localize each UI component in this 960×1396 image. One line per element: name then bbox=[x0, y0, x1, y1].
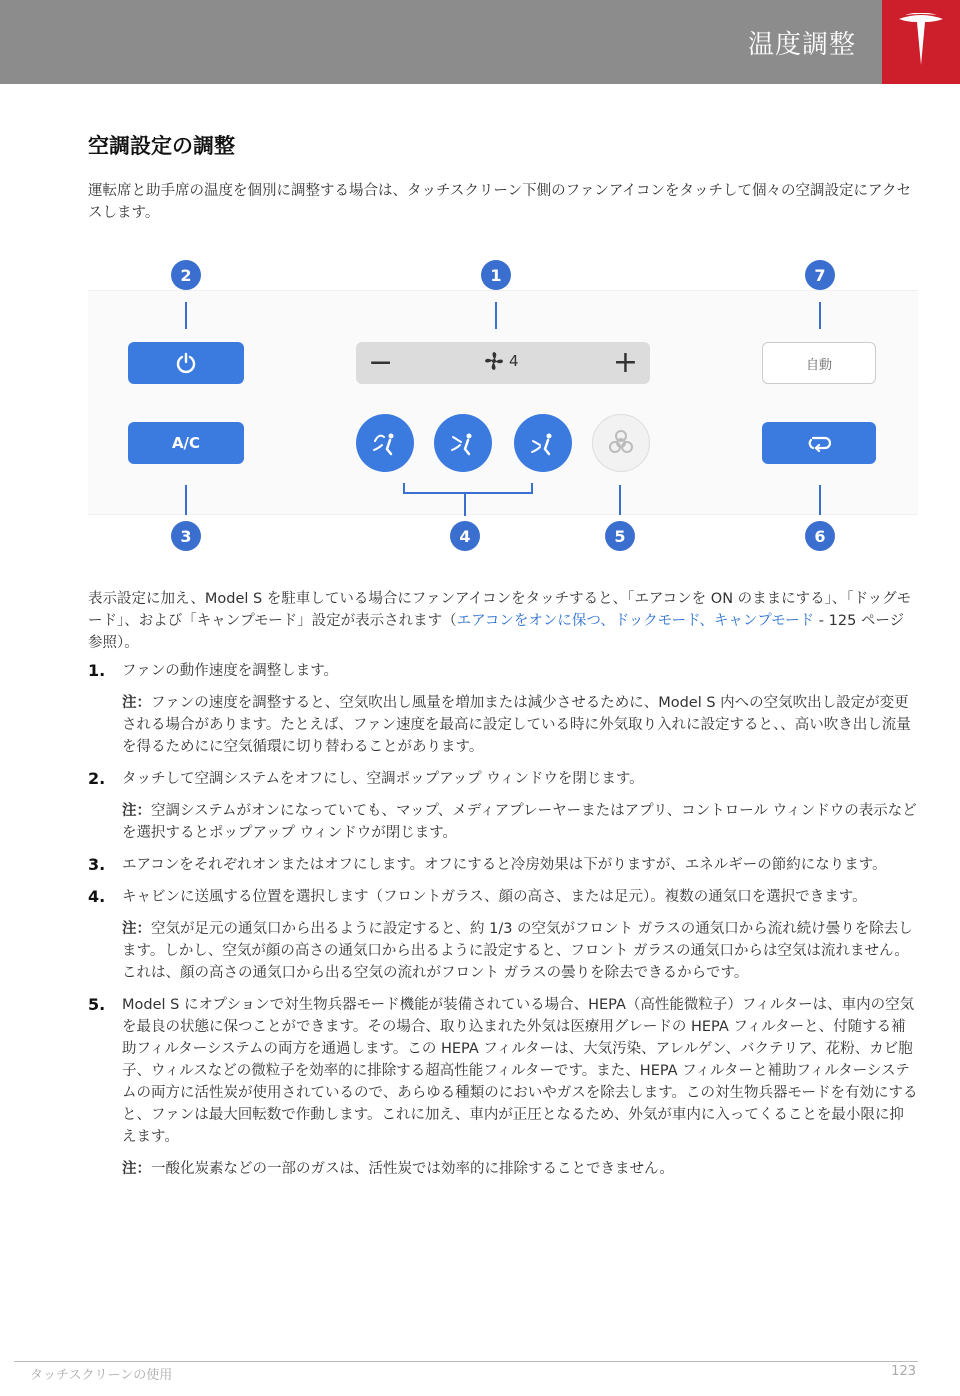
list-item bbox=[88, 886, 918, 908]
climate-controls-figure bbox=[88, 245, 918, 560]
callout-2: 2 bbox=[171, 260, 201, 290]
callout-5: 5 bbox=[605, 521, 635, 551]
list-item bbox=[88, 768, 918, 790]
bracket-line bbox=[403, 492, 533, 494]
note-text: ファンの速度を調整すると、空気吹出し風量を増加または減少させるために、Model S 内への空気吹出し設定が変更される場合があります。たとえば、ファン速度を最高に設定している時に外気取り入れに設定すると、、高い吹き出し流量を得るためにに空気循環に切り替わることがあります。 bbox=[122, 695, 911, 755]
fan-speed-display bbox=[484, 351, 519, 371]
note bbox=[88, 918, 918, 984]
callout-line bbox=[619, 485, 621, 515]
airflow-face-icon bbox=[448, 428, 478, 458]
callout-line bbox=[819, 302, 821, 329]
item-number: 3. bbox=[88, 855, 106, 874]
body-paragraph bbox=[88, 588, 918, 654]
list-item bbox=[88, 660, 918, 682]
note-text: 空調システムがオンになっていても、マップ、メディアプレーヤーまたはアプリ、コントロール ウィンドウの表示などを選択するとポップアップ ウィンドウが閉じます。 bbox=[122, 803, 917, 841]
note bbox=[88, 1158, 918, 1180]
section-title: 空調設定の調整 bbox=[88, 134, 235, 158]
intro-paragraph: 運転席と助手席の温度を個別に調整する場合は、タッチスクリーン下側のファンアイコンをタッチして個々の空調設定にアクセスします。 bbox=[88, 183, 912, 221]
climate-panel bbox=[88, 290, 918, 515]
note-text: 空気が足元の通気口から出るように設定すると、約 1/3 の空気がフロント ガラスの通気口から流れ続け曇りを除去します。しかし、空気が顔の高さの通気口から出るように設定すると、フロント ガラスの通気口からは空気は流れません。これは、顔の高さの通気口から出る空気の流れがフロント ガラスの曇りを除去できるからです。 bbox=[122, 921, 913, 981]
note-label: 注： bbox=[122, 803, 151, 819]
note-label: 注： bbox=[122, 695, 151, 711]
fan-increase-button[interactable]: + bbox=[612, 345, 638, 380]
callout-line bbox=[185, 302, 187, 329]
airflow-windshield-icon bbox=[370, 428, 400, 458]
camp-mode-link[interactable]: エアコンをオンに保つ、ドックモード、キャンプモード bbox=[456, 613, 815, 629]
note-text: 一酸化炭素などの一部のガスは、活性炭では効率的に排除することできません。 bbox=[151, 1161, 674, 1177]
list-item bbox=[88, 994, 918, 1148]
page-number: 123 bbox=[891, 1364, 916, 1379]
bioweapon-mode-button[interactable] bbox=[592, 414, 650, 472]
power-icon bbox=[175, 352, 197, 374]
airflow-feet-button[interactable] bbox=[514, 414, 572, 472]
callout-6: 6 bbox=[805, 521, 835, 551]
ac-button[interactable]: A/C bbox=[128, 422, 244, 464]
auto-button[interactable]: 自動 bbox=[762, 342, 876, 384]
fan-icon bbox=[484, 351, 504, 371]
note-label: 注： bbox=[122, 1161, 151, 1177]
numbered-list bbox=[88, 660, 918, 1190]
callout-line bbox=[819, 485, 821, 515]
item-number: 2. bbox=[88, 769, 106, 788]
note bbox=[88, 692, 918, 758]
tesla-logo-icon bbox=[882, 0, 960, 84]
callout-line bbox=[495, 302, 497, 329]
airflow-feet-icon bbox=[528, 428, 558, 458]
callout-4: 4 bbox=[450, 521, 480, 551]
item-text: キャビンに送風する位置を選択します（フロントガラス、顔の高さ、または足元）。複数の通気口を選択できます。 bbox=[122, 889, 867, 905]
recirculation-button[interactable] bbox=[762, 422, 876, 464]
note bbox=[88, 800, 918, 844]
airflow-windshield-button[interactable] bbox=[356, 414, 414, 472]
item-text: Model S にオプションで対生物兵器モード機能が装備されている場合、HEPA（高性能微粒子）フィルターは、車内の空気を最良の状態に保つことができます。その場合、取り込まれた外気は医療用グレードの HEPA フィルターと、付随する補助フィルターシステムの両方を通過します。この HEPA フィルターは、大気汚染、アレルゲン、バクテリア、花粉、カビ胞子、ウィルスなどの微粒子を効率的に排除する超高性能フィルターです。また、HEPA フィルターと補助フィルターシステムの両方に活性炭が使用されているので、あらゆる種類のにおいやガスを除去します。この対生物兵器モードを有効にすると、ファンは最大回転数で作動します。これに加え、車内が正圧となるため、外気が車内に入ってくることを最小限に抑えます。 bbox=[122, 997, 918, 1145]
fan-speed-value: 4 bbox=[509, 352, 519, 370]
callout-1: 1 bbox=[481, 260, 511, 290]
callout-line bbox=[185, 485, 187, 515]
item-text: エアコンをそれぞれオンまたはオフにします。オフにすると冷房効果は下がりますが、エネルギーの節約になります。 bbox=[122, 857, 887, 873]
callout-3: 3 bbox=[171, 521, 201, 551]
footer-divider bbox=[14, 1361, 918, 1362]
power-button[interactable] bbox=[128, 342, 244, 384]
fan-decrease-button[interactable]: − bbox=[368, 345, 394, 380]
item-number: 5. bbox=[88, 995, 106, 1014]
list-item bbox=[88, 854, 918, 876]
recirculate-icon bbox=[807, 434, 831, 452]
airflow-face-button[interactable] bbox=[434, 414, 492, 472]
item-number: 4. bbox=[88, 887, 106, 906]
note-label: 注： bbox=[122, 921, 151, 937]
biohazard-icon bbox=[606, 428, 636, 458]
callout-line bbox=[464, 492, 466, 516]
item-text: ファンの動作速度を調整します。 bbox=[122, 663, 339, 679]
body-text: 表示設定に加え、Model S を駐車している場合にファンアイコンをタッチすると、「エアコンを ON のままにする」、「ドッグモード」、および「キャンプモード」設定が表示されます（ bbox=[88, 591, 912, 629]
callout-7: 7 bbox=[805, 260, 835, 290]
page-header bbox=[0, 0, 960, 84]
body-text: - 125 ページ参照）。 bbox=[88, 613, 905, 651]
fan-speed-control bbox=[356, 342, 650, 384]
header-title: 温度調整 bbox=[747, 30, 856, 60]
footer-section-name: タッチスクリーンの使用 bbox=[30, 1368, 173, 1383]
item-text: タッチして空調システムをオフにし、空調ポップアップ ウィンドウを閉じます。 bbox=[122, 771, 644, 787]
item-number: 1. bbox=[88, 661, 106, 680]
